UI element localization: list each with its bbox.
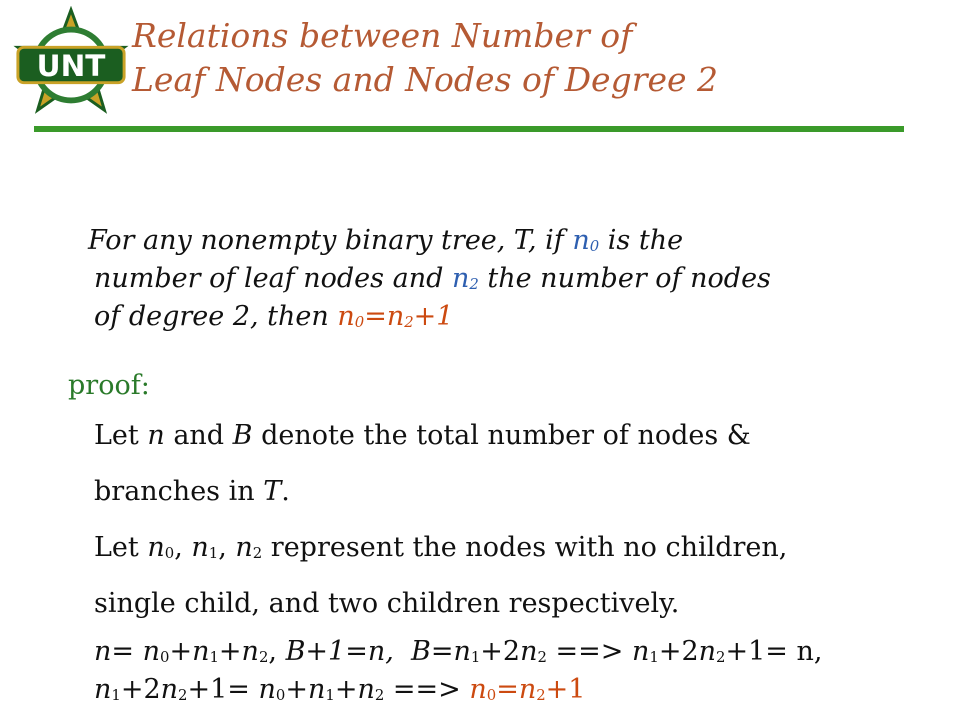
proof-line-4: single child, and two children respectively. <box>94 588 680 619</box>
unt-logo <box>12 6 130 124</box>
proof-label: proof: <box>68 370 150 401</box>
proof-line-6: $n_1+2n_2+1= n_0+n_1+n_2$ ==> $n_0=n_2+1$ <box>94 674 586 705</box>
logo-text: UNT <box>36 48 106 83</box>
slide-title <box>132 14 718 102</box>
title-line-2: Leaf Nodes and Nodes of Degree 2 <box>132 60 719 99</box>
proof-line-2: branches in T. <box>94 476 290 507</box>
theorem-statement: For any nonempty binary tree, T, if $n_0$ is the number of leaf nodes and $n_2$ the number of nodes of degree 2, then $n_0=n_2+1$ <box>88 225 771 332</box>
proof-line-1: Let n and B denote the total number of nodes & <box>94 420 751 451</box>
title-underline <box>34 126 904 132</box>
proof-line-3: Let $n_0$, $n_1$, $n_2$ represent the nodes with no children, <box>94 532 788 563</box>
title-line-1: Relations between Number of <box>132 16 633 55</box>
theorem-equation: $n_0=n_2+1$ <box>337 301 454 332</box>
n0-symbol: $n_0$ <box>572 225 600 256</box>
conclusion-equation: $n_0=n_2+1$ <box>469 674 586 705</box>
proof-line-5: $n= n_0+n_1+n_2$, B+1=n, $B=n_1+2n_2$ ==> $n_1+2n_2+1= n$, <box>94 636 823 667</box>
n2-symbol: $n_2$ <box>451 263 479 294</box>
